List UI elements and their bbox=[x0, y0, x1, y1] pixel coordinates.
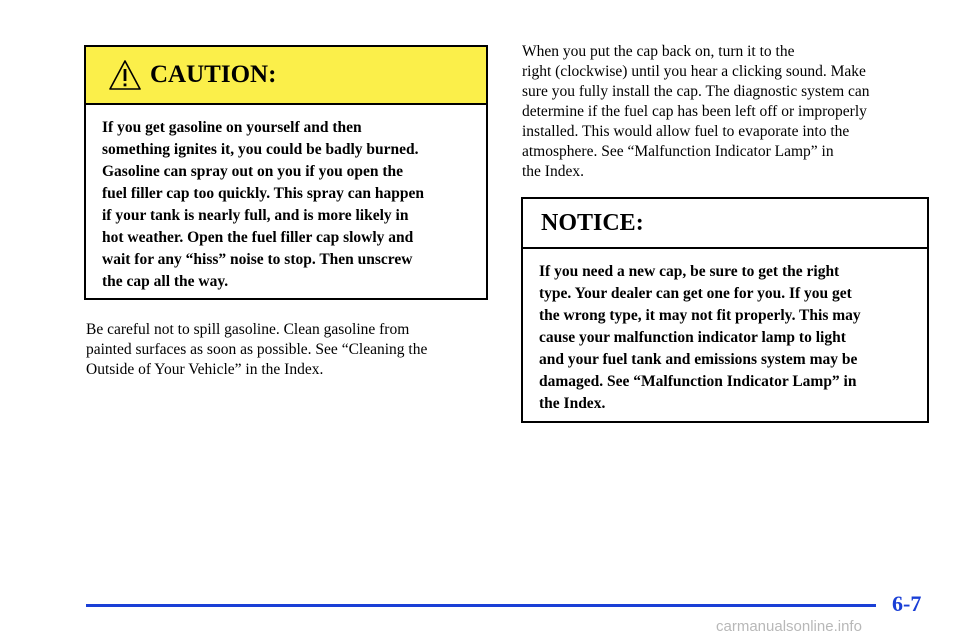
paragraph-line: determine if the fuel cap has been left off or improperly bbox=[522, 103, 867, 120]
caution-text bbox=[86, 105, 486, 293]
caution-line: if your tank is nearly full, and is more likely in bbox=[102, 207, 409, 224]
paragraph-line: Be careful not to spill gasoline. Clean gasoline from bbox=[86, 321, 410, 338]
right-paragraph bbox=[522, 42, 870, 182]
paragraph-line: When you put the cap back on, turn it to the bbox=[522, 43, 795, 60]
paragraph-line: installed. This would allow fuel to evaporate into the bbox=[522, 123, 850, 140]
notice-line: cause your malfunction indicator lamp to light bbox=[539, 329, 846, 346]
caution-line: fuel filler cap too quickly. This spray can happen bbox=[102, 185, 424, 202]
caution-line: the cap all the way. bbox=[102, 273, 229, 290]
paragraph-line: right (clockwise) until you hear a clicking sound. Make bbox=[522, 63, 866, 80]
notice-line: type. Your dealer can get one for you. If you get bbox=[539, 285, 852, 302]
notice-text bbox=[523, 249, 927, 415]
caution-line: Gasoline can spray out on you if you open the bbox=[102, 163, 404, 180]
footer-rule bbox=[86, 604, 876, 607]
notice-line: the wrong type, it may not fit properly. This may bbox=[539, 307, 861, 324]
caution-line: hot weather. Open the fuel filler cap slowly and bbox=[102, 229, 414, 246]
paragraph-line: Outside of Your Vehicle” in the Index. bbox=[86, 361, 324, 378]
notice-line: If you need a new cap, be sure to get the right bbox=[539, 263, 840, 280]
page-number: 6-7 bbox=[892, 591, 922, 616]
paragraph-line: painted surfaces as soon as possible. See “Cleaning the bbox=[86, 341, 428, 358]
notice-header bbox=[523, 199, 927, 249]
caution-box bbox=[84, 45, 488, 300]
caution-line: something ignites it, you could be badly burned. bbox=[102, 141, 419, 158]
paragraph-line: the Index. bbox=[522, 163, 584, 180]
caution-line: wait for any “hiss” noise to stop. Then unscrew bbox=[102, 251, 413, 268]
caution-line: If you get gasoline on yourself and then bbox=[102, 119, 362, 136]
notice-box bbox=[521, 197, 929, 423]
caution-title: CAUTION: bbox=[150, 61, 277, 88]
notice-title: NOTICE: bbox=[541, 209, 644, 236]
caution-header bbox=[86, 47, 486, 105]
notice-line: the Index. bbox=[539, 395, 606, 412]
warning-triangle-icon bbox=[108, 59, 142, 91]
watermark: carmanualsonline.info bbox=[716, 618, 862, 635]
notice-line: damaged. See “Malfunction Indicator Lamp” in bbox=[539, 373, 857, 390]
paragraph-line: atmosphere. See “Malfunction Indicator Lamp” in bbox=[522, 143, 834, 160]
left-paragraph bbox=[86, 320, 427, 380]
notice-line: and your fuel tank and emissions system may be bbox=[539, 351, 858, 368]
paragraph-line: sure you fully install the cap. The diagnostic system can bbox=[522, 83, 870, 100]
